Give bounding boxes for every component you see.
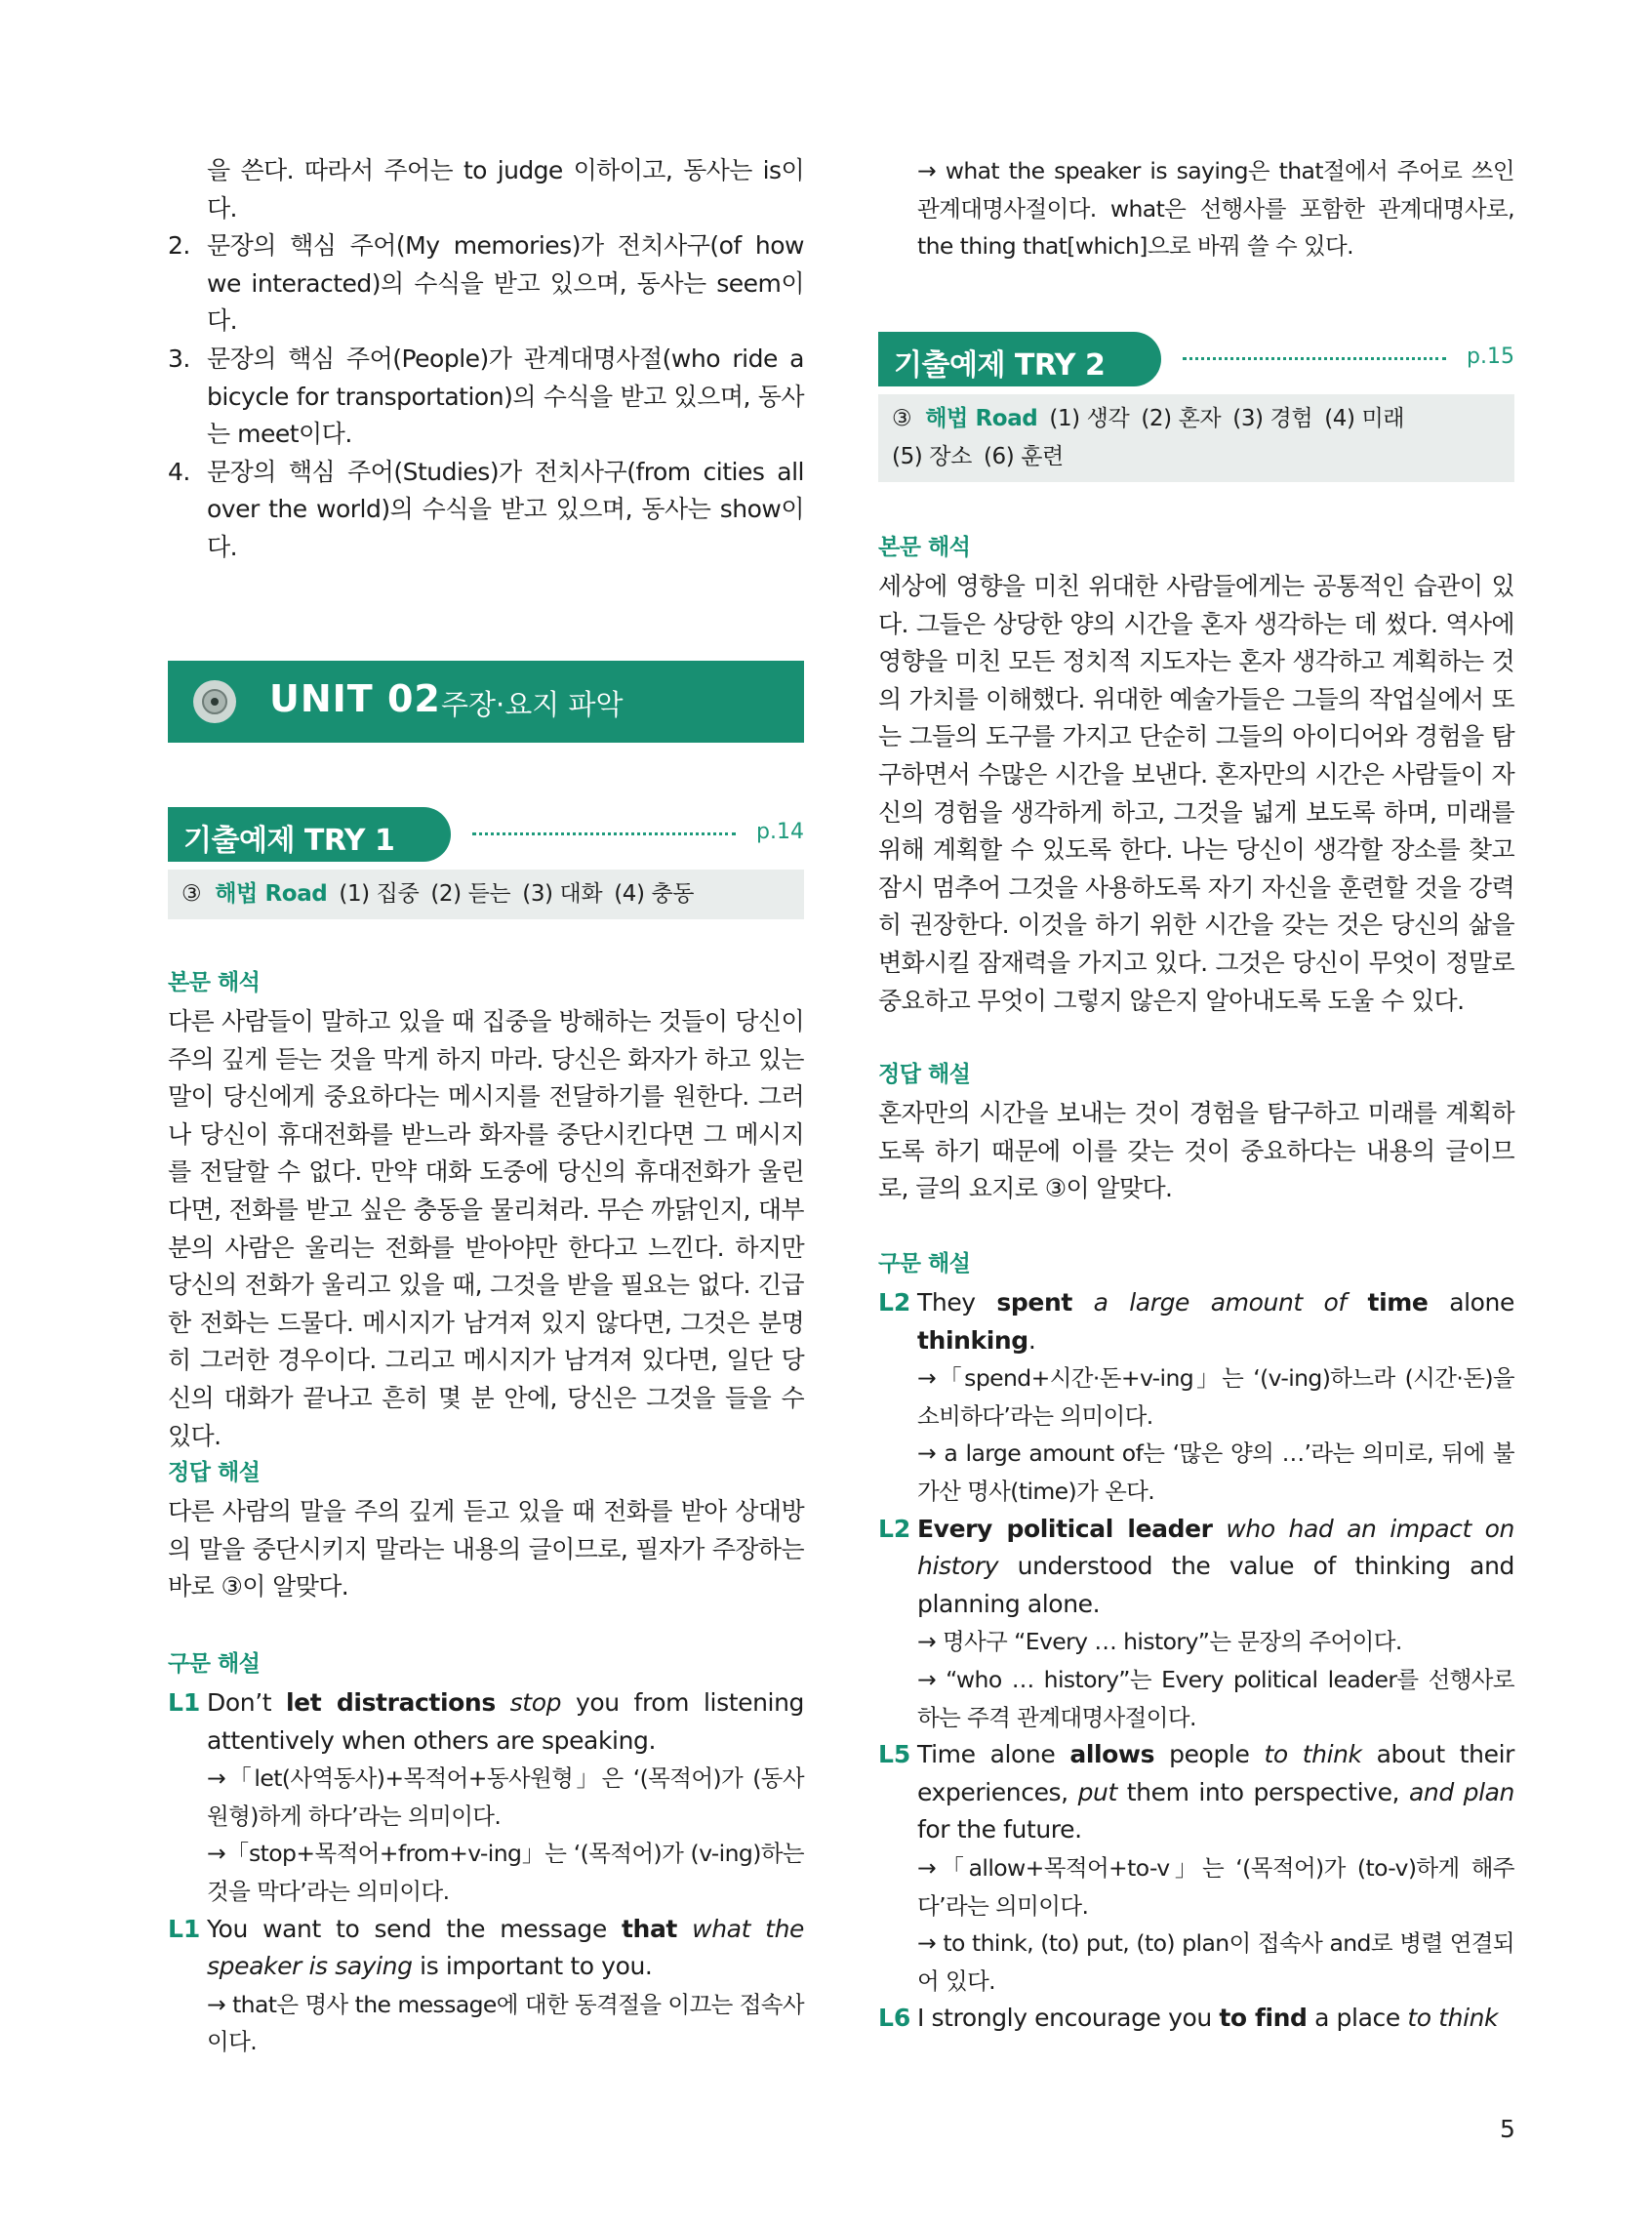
answer-explanation-section [168, 1456, 804, 1606]
grammar-entry [878, 2000, 1514, 2038]
grammar-note: → a large amount of는 ‘많은 양의 …’라는 의미로, 뒤에 불가산 명사(time)가 온다. [917, 1439, 1514, 1505]
grammar-section [168, 1647, 804, 2061]
unit-banner [168, 661, 804, 743]
grammar-sentence: I strongly encourage you to find a place to think [917, 2004, 1499, 2033]
section-heading: 정답 해설 [168, 1460, 261, 1485]
unit-number: UNIT 02 [269, 677, 441, 720]
top-note: → what the speaker is saying은 that절에서 주어로 쓰인 관계대명사절이다. what은 선행사를 포함한 관계대명사로, the thing that[which]으로 바꿔 쓸 수 있다. [917, 157, 1514, 261]
grammar-sentence: Don’t let distractions stop you from listening attentively when others are speaking. [207, 1688, 804, 1755]
try-label-pill [878, 332, 1161, 386]
line-ref: L5 [878, 1740, 911, 1769]
grammar-sentence: They spent a large amount of time alone thinking. [917, 1288, 1514, 1355]
grammar-note: →「let(사역동사)+목적어+동사원형」은 ‘(목적어)가 (동사원형)하게 하다’라는 의미이다. [207, 1764, 804, 1830]
translation-section [878, 531, 1514, 1020]
grammar-section [878, 1247, 1514, 2038]
solution-road-label: 해법 Road [925, 406, 1038, 431]
section-heading: 구문 해설 [878, 1251, 971, 1277]
grammar-note: →「spend+시간·돈+v-ing」는 ‘(v-ing)하느라 (시간·돈)을 소비하다’라는 의미이다. [917, 1364, 1514, 1430]
section-heading: 구문 해설 [168, 1651, 261, 1677]
answer-circle: ③ [892, 406, 912, 431]
line-ref: L1 [168, 1688, 201, 1717]
line-ref: L2 [878, 1514, 911, 1543]
dotted-leader [1183, 357, 1446, 360]
grammar-note: → “who … history”는 Every political leader를 선행사로 하는 주격 관계대명사절이다. [917, 1665, 1514, 1731]
try-page-ref: p.14 [756, 820, 804, 844]
try-label: 기출예제 TRY 1 [183, 824, 395, 858]
try-header [878, 332, 1514, 386]
answer-item: (5) 장소 [892, 444, 972, 469]
answer-item: (2) 혼자 [1141, 406, 1222, 431]
grammar-note: → 명사구 “Every … history”는 문장의 주어이다. [917, 1628, 1402, 1656]
answer-item: (1) 집중 [339, 881, 420, 907]
dotted-leader [472, 832, 736, 835]
answer-item: (3) 대화 [522, 881, 603, 907]
disc-icon [193, 680, 236, 723]
answer-item: (6) 훈련 [983, 444, 1064, 469]
answer-box [878, 394, 1514, 482]
answer-explanation-text: 혼자만의 시간을 보내는 것이 경험을 탐구하고 미래를 계획하도록 하기 때문에 이를 갖는 것이 중요하다는 내용의 글이므로, 글의 요지로 ③이 알맞다. [878, 1099, 1514, 1203]
translation-text: 세상에 영향을 미친 위대한 사람들에게는 공통적인 습관이 있다. 그들은 상당한 양의 시간을 혼자 생각하는 데 썼다. 역사에 영향을 미친 모든 정치적 지도자는 혼자 생각하고 계획하는 것의 가치를 이해했다. 위대한 예술가들은 그들의 작업실에서 또는 그들의 도구를 가지고 단순히 그들의 아이디어와 경험을 탐구하면서 수많은 시간을 보낸다. 혼자만의 시간은 사람들이 자신의 경험을 생각하게 하고, 그것을 넓게 보도록 하며, 미래를 위해 계획할 수 있도록 한다. 나는 당신이 생각할 장소를 찾고 잠시 멈추어 그것을 사용하도록 자기 자신을 훈련할 것을 강력히 권장한다. 이것을 하기 위한 시간을 갖는 것은 당신의 삶을 변화시킬 잠재력을 가지고 있다. 그것은 당신이 무엇이 정말로 중요하고 무엇이 그렇지 않은지 알아내도록 도울 수 있다. [878, 572, 1514, 1015]
grammar-note: →「allow+목적어+to-v」는 ‘(목적어)가 (to-v)하게 해주다’라는 의미이다. [917, 1853, 1514, 1920]
grammar-entry [878, 1736, 1514, 1849]
grammar-note: →「stop+목적어+from+v-ing」는 ‘(목적어)가 (v-ing)하는 것을 막다’라는 의미이다. [207, 1840, 804, 1905]
grammar-sentence: Every political leader who had an impact on history understood the value of thinking and planning alone. [917, 1514, 1514, 1618]
intro-continuation: 을 쓴다. 따라서 주어는 to judge 이하이고, 동사는 is이다. [207, 156, 804, 223]
numbered-explanations [168, 152, 804, 567]
try-header [168, 807, 804, 862]
translation-section [168, 966, 804, 1455]
section-heading: 본문 해석 [168, 970, 261, 995]
page-number: 5 [1500, 2115, 1515, 2143]
answer-item: (2) 듣는 [430, 881, 511, 907]
unit-title: 주장·요지 파악 [441, 688, 624, 721]
grammar-note: → that은 명사 the message에 대한 동격절을 이끄는 접속사이다. [207, 1990, 804, 2056]
grammar-entry [168, 1684, 804, 1760]
list-item: 3. 문장의 핵심 주어(People)가 관계대명사절(who ride a bicycle for transportation)의 수식을 받고 있으며, 동사는 meet이다. [168, 344, 804, 449]
answer-explanation-text: 다른 사람의 말을 주의 깊게 듣고 있을 때 전화를 받아 상대방의 말을 중단시키지 말라는 내용의 글이므로, 필자가 주장하는 바로 ③이 알맞다. [168, 1497, 804, 1601]
grammar-sentence: Time alone allows people to think about their experiences, put them into perspective, and plan for the future. [917, 1740, 1515, 1844]
line-ref: L2 [878, 1288, 911, 1317]
answer-item: (4) 충동 [614, 881, 695, 907]
line-ref: L6 [878, 2004, 911, 2033]
grammar-entry [878, 1511, 1514, 1624]
translation-text: 다른 사람들이 말하고 있을 때 집중을 방해하는 것들이 당신이 주의 깊게 듣는 것을 막게 하지 마라. 당신은 화자가 하고 있는 말이 당신에게 중요하다는 메시지를 전달하기를 원한다. 그러나 당신이 휴대전화를 받느라 화자를 중단시킨다면 그 메시지를 전달할 수 없다. 만약 대화 도중에 당신의 휴대전화가 울린다면, 전화를 받고 싶은 충동을 물리쳐라. 무슨 까닭인지, 대부분의 사람은 울리는 전화를 받아야만 한다고 느낀다. 하지만 당신의 전화가 울리고 있을 때, 그것을 받을 필요는 없다. 긴급한 전화는 드물다. 메시지가 남겨져 있지 않다면, 그것은 분명히 그러한 경우이다. 그리고 메시지가 남겨져 있다면, 일단 당신의 대화가 끝나고 흔히 몇 분 안에, 당신은 그것을 들을 수 있다. [168, 1007, 804, 1450]
answer-explanation-section [878, 1058, 1514, 1208]
try-label: 기출예제 TRY 2 [894, 348, 1106, 383]
list-item: 2. 문장의 핵심 주어(My memories)가 전치사구(of how we interacted)의 수식을 받고 있으며, 동사는 seem이다. [168, 231, 804, 336]
grammar-entry [878, 1284, 1514, 1359]
answer-item: (4) 미래 [1324, 406, 1405, 431]
section-heading: 정답 해설 [878, 1062, 971, 1087]
line-ref: L1 [168, 1914, 201, 1943]
try-label-pill [168, 807, 451, 862]
answer-item: (1) 생각 [1049, 406, 1130, 431]
solution-road-label: 해법 Road [215, 881, 328, 907]
answer-box [168, 870, 804, 919]
section-heading: 본문 해석 [878, 535, 971, 560]
answer-circle: ③ [181, 881, 202, 907]
grammar-sentence: You want to send the message that what the speaker is saying is important to you. [207, 1914, 804, 1981]
answer-item: (3) 경험 [1232, 406, 1313, 431]
grammar-entry [168, 1911, 804, 1986]
list-item: 4. 문장의 핵심 주어(Studies)가 전치사구(from cities all over the world)의 수식을 받고 있으며, 동사는 show이다. [168, 457, 804, 561]
try-page-ref: p.15 [1467, 344, 1514, 369]
grammar-note: → to think, (to) put, (to) plan이 접속사 and로 병렬 연결되어 있다. [917, 1929, 1514, 1995]
